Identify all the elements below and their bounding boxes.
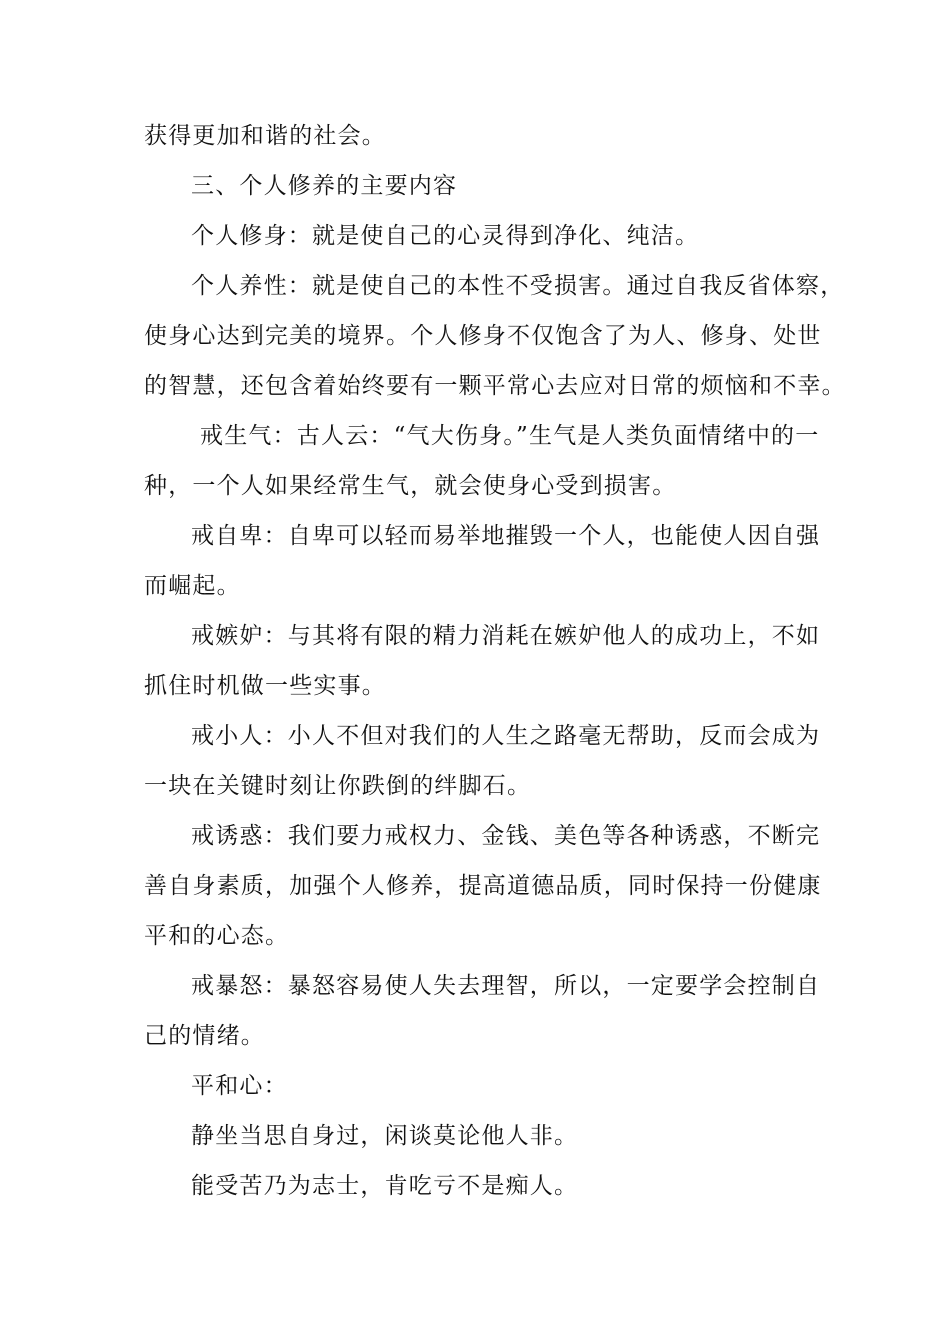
paragraph-line: 个人修身：就是使自己的心灵得到净化、纯洁。: [191, 223, 700, 249]
paragraph-line: 抓住时机做一些实事。: [144, 673, 386, 699]
paragraph-line: 个人养性：就是使自己的本性不受损害。通过自我反省体察，: [191, 273, 845, 299]
paragraph-line: 善自身素质，加强个人修养，提高道德品质，同时保持一份健康: [144, 873, 822, 899]
paragraph-line: 获得更加和谐的社会。: [144, 123, 386, 149]
paragraph-line: 戒暴怒：暴怒容易使人失去理智，所以，一定要学会控制自: [191, 973, 821, 999]
paragraph-line: 平和心：: [191, 1073, 288, 1099]
paragraph-line: 使身心达到完美的境界。个人修身不仅饱含了为人、修身、处世: [144, 323, 822, 349]
paragraph-line: 而崛起。: [144, 573, 241, 599]
paragraph-line: 一块在关键时刻让你跌倒的绊脚石。: [144, 773, 532, 799]
paragraph-line: 的智慧，还包含着始终要有一颗平常心去应对日常的烦恼和不幸。: [144, 373, 846, 399]
paragraph-line: 能受苦乃为志士，肯吃亏不是痴人。: [191, 1173, 579, 1199]
paragraph-line: 戒嫉妒：与其将有限的精力消耗在嫉妒他人的成功上，不如: [191, 623, 821, 649]
paragraph-line: 戒生气：古人云：“气大伤身。”生气是人类负面情绪中的一: [200, 423, 820, 449]
paragraph-line: 戒小人：小人不但对我们的人生之路毫无帮助，反而会成为: [191, 723, 821, 749]
paragraph-line: 戒诱惑：我们要力戒权力、金钱、美色等各种诱惑，不断完: [191, 823, 821, 849]
section-heading: 三、个人修养的主要内容: [191, 173, 458, 199]
paragraph-line: 静坐当思自身过，闲谈莫论他人非。: [191, 1123, 579, 1149]
paragraph-line: 种，一个人如果经常生气，就会使身心受到损害。: [144, 473, 677, 499]
paragraph-line: 戒自卑：自卑可以轻而易举地摧毁一个人，也能使人因自强: [191, 523, 821, 549]
paragraph-line: 平和的心态。: [144, 923, 290, 949]
paragraph-line: 己的情绪。: [144, 1023, 265, 1049]
